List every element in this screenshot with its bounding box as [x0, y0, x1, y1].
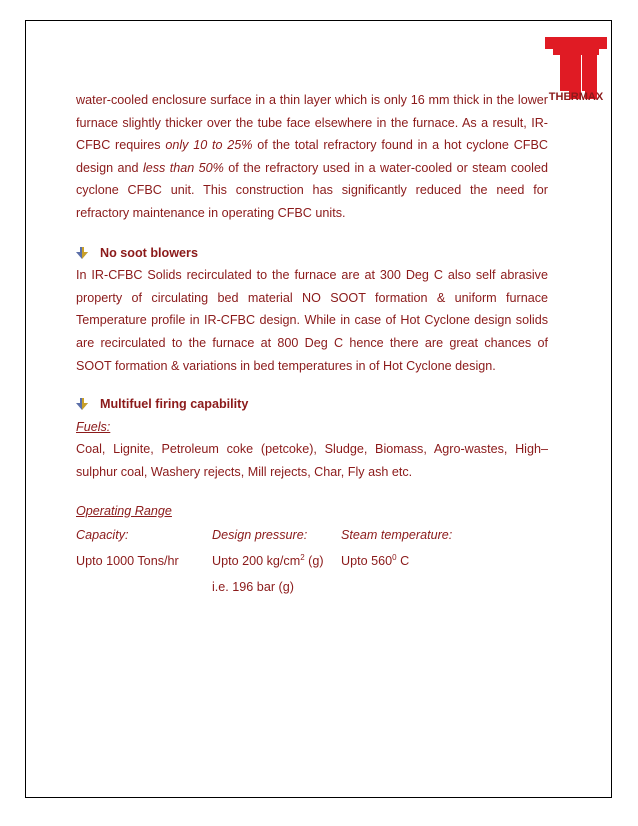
document-body [76, 89, 548, 600]
logo-text: THERMAX [548, 91, 604, 103]
pressure-header: Design pressure: [212, 528, 308, 543]
temperature-header: Steam temperature: [341, 528, 453, 543]
fuels-paragraph: Coal, Lignite, Petroleum coke (petcoke), Sludge, Biomass, Agro-wastes, High–sulphur coal, Washery rejects, Mill rejects, Char, Fly ash etc. [76, 442, 548, 479]
soot-paragraph: In IR-CFBC Solids recirculated to the furnace are at 300 Deg C also self abrasive property of circulating bed material NO SOOT formation & uniform furnace Temperature profile in IR-CFBC design. While in case of Hot Cyclone design solids are recirculated to the furnace at 800 Deg C hence there are great chances of SOOT formation & variations in bed temperatures in of Hot Cyclone design. [76, 268, 548, 373]
multifuel-heading: Multifuel firing capability [76, 393, 548, 416]
operating-range-table [76, 522, 548, 600]
arrow-bullet-icon [76, 246, 90, 260]
fuels-label: Fuels: [76, 419, 111, 434]
soot-heading: No soot blowers [76, 242, 548, 265]
operating-range-label: Operating Range [76, 503, 172, 518]
capacity-value: Upto 1000 Tons/hr [76, 554, 179, 569]
pressure-alt-value: i.e. 196 bar (g) [212, 580, 294, 595]
capacity-header: Capacity: [76, 528, 129, 543]
intro-paragraph: water-cooled enclosure surface in a thin layer which is only 16 mm thick in the lower furnace slightly thicker over the tube face elsewhere in the furnace. As a result, IR-CFBC requires only 10 to 25% of the total refractory found in a hot cyclone CFBC design and less than 50% of the refractory used in a water-cooled or steam cooled cyclone CFBC unit. This construction has significantly reduced the need for refractory maintenance in operating CFBC units. [76, 93, 548, 220]
pressure-value: Upto 200 $kg/cm^2$ (g) [212, 552, 324, 569]
temperature-value: Upto $560^0$ C [341, 552, 410, 569]
arrow-bullet-icon [76, 397, 90, 411]
